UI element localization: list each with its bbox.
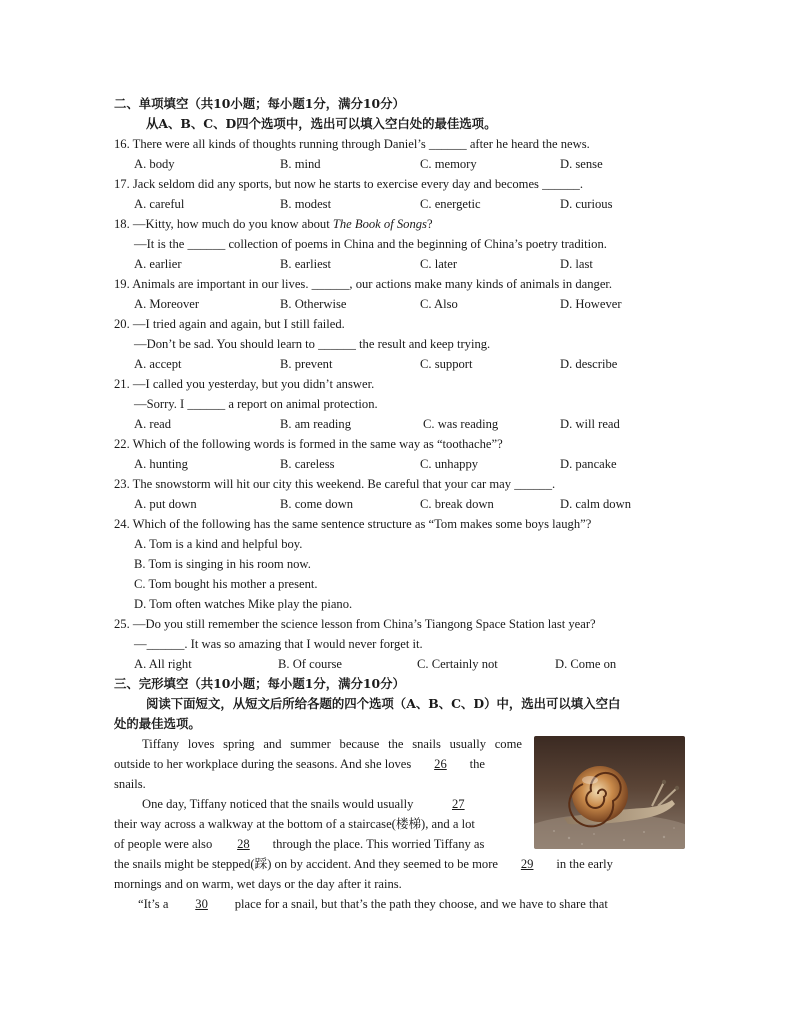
option-b: B. Of course: [278, 657, 343, 671]
option-a: A. accept: [134, 357, 182, 371]
passage-line-1: Tiffany loves spring and summer because the snails usually come: [142, 737, 522, 751]
blank-30: 30: [195, 897, 208, 911]
option-b: B. come down: [280, 497, 354, 511]
passage-text: “It’s a: [138, 897, 169, 911]
blank-26: 26: [434, 757, 447, 771]
option-d: D. Come on: [555, 657, 617, 671]
section-3-instruction-1: 阅读下面短文，从短文后所给各题的四个选项（A、B、C、D）中，选出可以填入空白: [146, 696, 621, 711]
section-2-header: 二、单项填空（共10小题；每小题1分，满分10分）: [114, 96, 405, 111]
blank-29: 29: [520, 857, 534, 871]
question-21-stem-2: —Sorry. I ______ a report on animal protection.: [134, 397, 378, 411]
option-d: D. describe: [560, 357, 618, 371]
option-c: C. support: [420, 357, 473, 371]
question-20-stem-2: —Don’t be sad. You should learn to ______ the result and keep trying.: [134, 337, 491, 351]
section-3-header: 三、完形填空（共10小题；每小题1分，满分10分）: [114, 676, 405, 691]
passage-line-7: [114, 854, 613, 874]
option-a: A. Tom is a kind and helpful boy.: [134, 537, 303, 551]
option-a: A. hunting: [134, 457, 188, 471]
question-23-stem: 23. The snowstorm will hit our city this weekend. Be careful that your car may ______.: [114, 477, 556, 491]
passage-line-8: mornings and on warm, wet days or the day after it rains.: [114, 877, 402, 891]
option-a: A. earlier: [134, 257, 182, 271]
question-16-stem: 16. There were all kinds of thoughts running through Daniel’s ______ after he heard the news.: [114, 137, 590, 151]
option-c: C. Tom bought his mother a present.: [134, 577, 318, 591]
option-d: D. calm down: [560, 497, 631, 511]
option-b: B. earliest: [280, 257, 332, 271]
option-c: C. was reading: [423, 417, 499, 431]
section-3-instruction-2: 处的最佳选项。: [114, 716, 201, 731]
passage-line-6: [114, 834, 484, 854]
passage-line-4: [142, 794, 465, 814]
question-25-stem-2: —______. It was so amazing that I would never forget it.: [134, 637, 423, 651]
section-2-instruction: 从A、B、C、D四个选项中，选出可以填入空白处的最佳选项。: [146, 116, 497, 131]
question-25-stem: 25. —Do you still remember the science lesson from China’s Tiangong Space Station last year?: [114, 617, 596, 631]
passage-text: the snails might be stepped(踩) on by accident. And they seemed to be more: [114, 857, 499, 871]
passage-line-9: [138, 894, 608, 914]
passage-text: outside to her workplace during the seasons. And she loves: [114, 757, 412, 771]
option-b: B. am reading: [280, 417, 351, 431]
passage-text: in the early: [556, 857, 613, 871]
passage-text: place for a snail, but that’s the path they choose, and we have to share that: [234, 897, 608, 911]
book-title: The Book of Songs: [332, 217, 427, 231]
question-18-stem: 18. —Kitty, how much do you know about The Book of Songs?: [114, 217, 433, 231]
question-24-stem: 24. Which of the following has the same sentence structure as “Tom makes some boys laugh”?: [114, 517, 592, 531]
option-c: C. later: [420, 257, 458, 271]
snail-photo: [534, 736, 685, 849]
option-b: B. Otherwise: [280, 297, 347, 311]
blank-28: 28: [237, 837, 250, 851]
option-a: A. body: [134, 157, 175, 171]
option-c: C. unhappy: [420, 457, 479, 471]
passage-text: through the place. This worried Tiffany as: [272, 837, 485, 851]
blank-27: 27: [452, 797, 465, 811]
option-a: A. Moreover: [134, 297, 200, 311]
option-d: D. However: [560, 297, 622, 311]
question-19-stem: 19. Animals are important in our lives. ______, our actions make many kinds of animals in danger.: [114, 277, 613, 291]
question-21-stem: 21. —I called you yesterday, but you didn’t answer.: [114, 377, 375, 391]
question-20-stem: 20. —I tried again and again, but I still failed.: [114, 317, 345, 331]
passage-line-2: [114, 754, 485, 774]
option-b: B. mind: [280, 157, 321, 171]
option-c: C. memory: [420, 157, 477, 171]
question-18-stem-2: —It is the ______ collection of poems in China and the beginning of China’s poetry tradition.: [134, 237, 607, 251]
passage-line-5: their way across a walkway at the bottom of a staircase(楼梯), and a lot: [114, 817, 475, 831]
option-a: A. All right: [134, 657, 192, 671]
option-a: A. careful: [134, 197, 185, 211]
option-d: D. pancake: [560, 457, 617, 471]
option-d: D. curious: [560, 197, 613, 211]
option-c: C. break down: [420, 497, 494, 511]
option-b: B. prevent: [280, 357, 333, 371]
snail-icon: [534, 736, 685, 849]
option-d: D. Tom often watches Mike play the piano.: [134, 597, 353, 611]
passage-text: of people were also: [114, 837, 213, 851]
option-d: D. will read: [560, 417, 620, 431]
option-b: B. careless: [280, 457, 335, 471]
option-c: C. energetic: [420, 197, 481, 211]
question-22-stem: 22. Which of the following words is formed in the same way as “toothache”?: [114, 437, 503, 451]
option-a: A. read: [134, 417, 172, 431]
option-c: C. Also: [420, 297, 458, 311]
option-d: D. last: [560, 257, 593, 271]
option-d: D. sense: [560, 157, 603, 171]
passage-line-3: snails.: [114, 777, 146, 791]
option-b: B. modest: [280, 197, 332, 211]
question-17-stem: 17. Jack seldom did any sports, but now he starts to exercise every day and becomes ______.: [114, 177, 584, 191]
option-b: B. Tom is singing in his room now.: [134, 557, 311, 571]
passage-text: the: [469, 757, 485, 771]
option-a: A. put down: [134, 497, 197, 511]
option-c: C. Certainly not: [417, 657, 498, 671]
passage-text: One day, Tiffany noticed that the snails would usually: [142, 797, 414, 811]
